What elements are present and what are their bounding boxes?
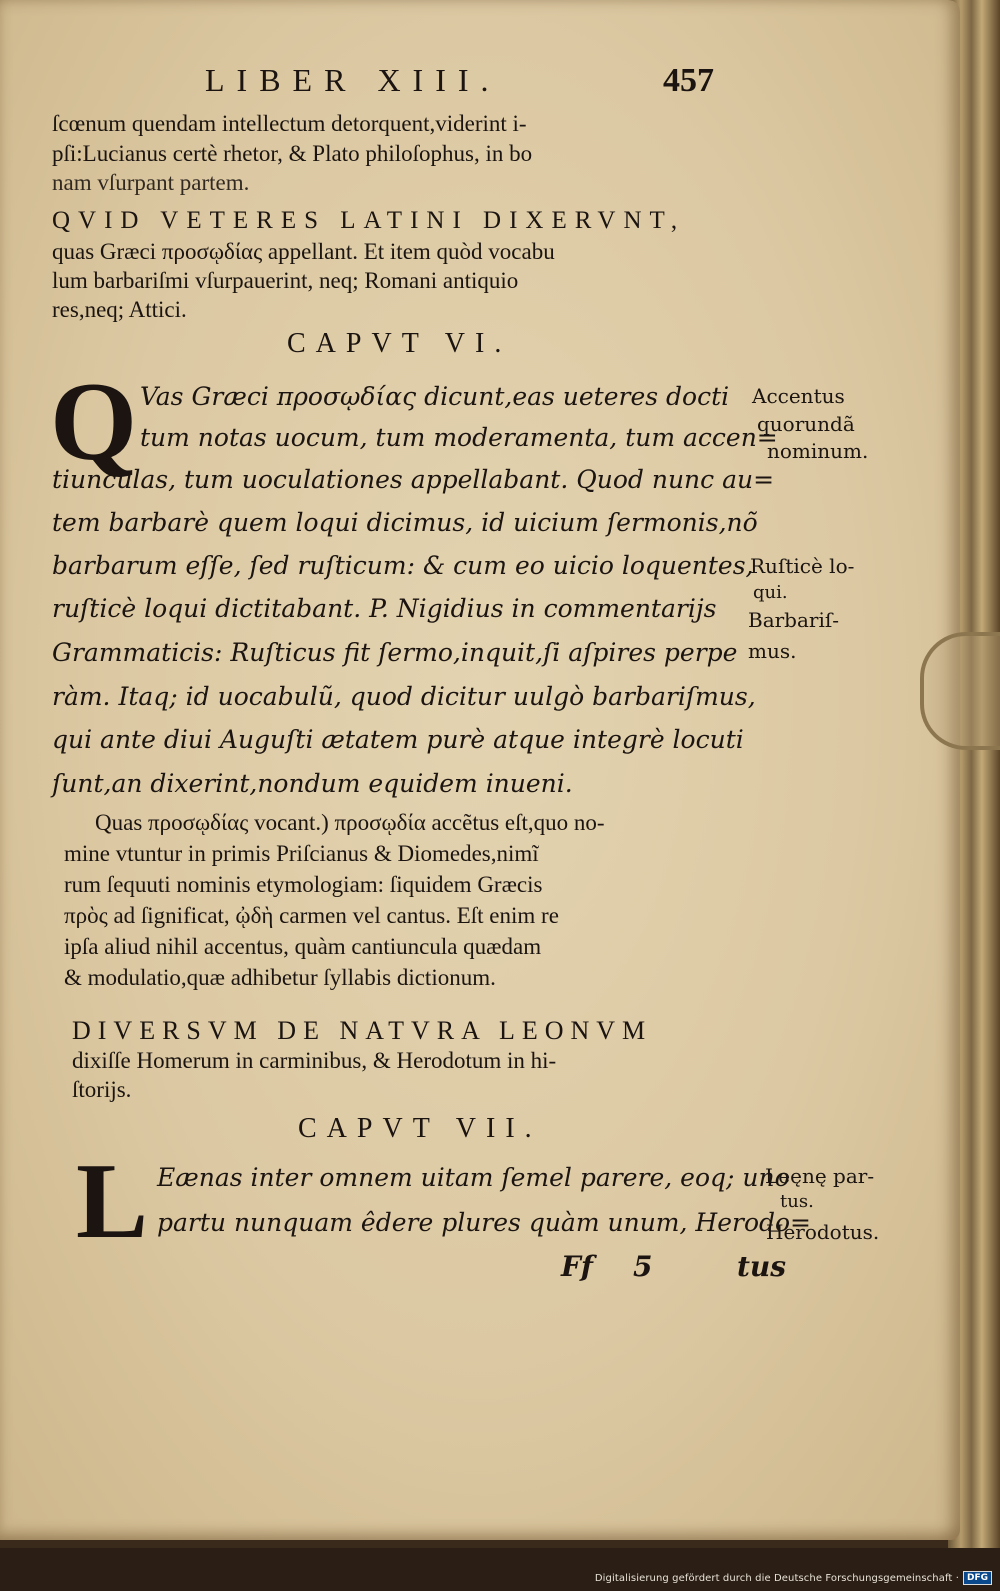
marginal-note: Ruſticè lo- [750,554,855,578]
signature-number: 5 [633,1250,653,1283]
text-line: Grammaticis: Ruſticus fit ſermo,inquit,ſi aſpires perpe [52,638,738,667]
text-line: qui ante diui Auguſti ætatem purè atque integrè locuti [52,725,744,754]
text-line: ſunt,an dixerint,nondum equidem inueni. [52,769,573,798]
marginal-note: Herodotus. [766,1220,880,1244]
drop-cap-q: Q [50,360,138,484]
heading-line: lum barbariſmi vſurpauerint, neq; Romani antiquio [52,268,519,293]
text-line: ruſticè loqui dictitabant. P. Nigidius in commentarijs [52,594,717,623]
heading-line: res,neq; Attici. [52,297,187,322]
marginal-note: quorundã [757,412,855,436]
intro-line: pſi:Lucianus certè rhetor, & Plato philoſophus, in bo [52,141,533,166]
marginal-note: Barbariſ- [748,608,840,632]
text-line: tiunculas, tum uoculationes appellabant. Quod nunc au= [52,465,775,494]
digitization-credit [595,1569,992,1587]
commentary-line: & modulatio,quæ adhibetur ſyllabis dictionum. [64,965,496,990]
chapter-heading-2: DIVERSVM DE NATVRA LEONVM [72,1016,653,1045]
text-line: tum notas uocum, tum moderamenta, tum accen= [140,423,778,452]
running-title: LIBER XIII. [205,62,501,98]
marginal-note: qui. [753,582,788,603]
commentary-line: ipſa aliud nihil accentus, quàm cantiuncula quædam [64,934,542,959]
commentary-line: rum ſequuti nominis etymologiam: ſiquidem Græcis [64,872,543,897]
dfg-logo: DFG [963,1571,992,1585]
signature-mark: Ff [561,1250,593,1283]
catchword: tus [737,1250,787,1283]
commentary-line: πρὸς ad ſignificat, ᾠδὴ carmen vel cantus. Eſt enim re [64,903,559,928]
text-line: Vas Græci προσῳδίας dicunt,eas ueteres docti [140,382,730,411]
heading-line: quas Græci προσῳδίας appellant. Et item quòd vocabu [52,239,555,264]
heading-line: dixiſſe Homerum in carminibus, & Herodotum in hi- [72,1048,557,1073]
text-line: Eænas inter omnem uitam ſemel parere, eoq; uno [157,1163,790,1192]
marginal-note: nominum. [767,439,869,463]
marginal-note: tus. [780,1191,814,1212]
marginal-note: mus. [748,639,797,663]
commentary-line: Quas προσῳδίας vocant.) προσῳδία accẽtus eſt,quo no- [95,810,605,835]
chapter-number-7: CAPVT VII. [298,1113,542,1144]
chapter-number-6: CAPVT VI. [287,328,512,359]
text-line: ràm. Itaq; id uocabulũ, quod dicitur uulgò barbariſmus, [52,682,756,711]
credit-text: Digitalisierung gefördert durch die Deutsche Forschungsgemeinschaft · [594,1572,959,1584]
text-line: tem barbarè quem loqui dicimus, id uicium ſermonis,nõ [52,508,758,537]
book-clasp [920,632,1000,750]
intro-line: nam vſurpant partem. [52,170,250,195]
page-number: 457 [663,62,714,99]
marginal-note: Accentus [752,384,845,408]
chapter-heading-1: QVID VETERES LATINI DIXERVNT, [52,207,686,234]
text-line: partu nunquam êdere plures quàm unum, Herodo= [157,1208,811,1237]
drop-cap-l: L [76,1142,149,1261]
heading-line: ſtorijs. [72,1077,132,1102]
text-line: barbarum eſſe, ſed ruſticum: & cum eo uicio loquentes, [52,551,754,580]
marginal-note: Leęnę par- [765,1164,875,1188]
intro-line: ſcœnum quendam intellectum detorquent,viderint i- [52,111,527,136]
commentary-line: mine vtuntur in primis Priſcianus & Diomedes,nimĩ [64,841,539,866]
